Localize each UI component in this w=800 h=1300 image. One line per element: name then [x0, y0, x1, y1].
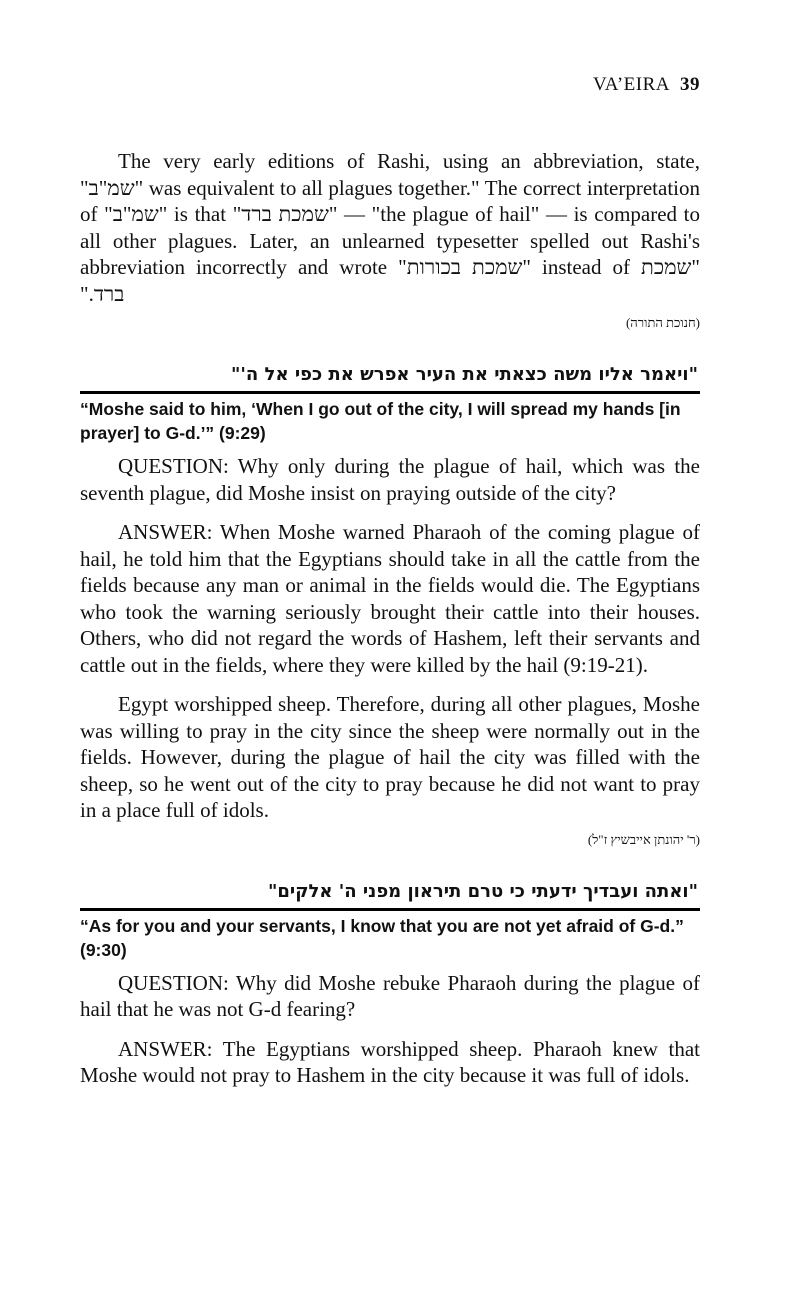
section-divider	[80, 391, 700, 394]
text-run: — "the plague of hail" — is compared to all other plagues. Later, an unlearned typesetter spelled out Rashi's abbreviation incorrectly and wrote	[80, 202, 701, 279]
question-paragraph: QUESTION: Why did Moshe rebuke Pharaoh during the plague of hail that he was not G-d fearing?	[80, 970, 700, 1021]
page-number: 39	[680, 74, 700, 95]
question-paragraph: QUESTION: Why only during the plague of hail, which was the seventh plague, did Moshe insist on praying outside of the city?	[80, 454, 700, 505]
text-run: is that	[167, 202, 233, 226]
text-run: was equivalent to all plagues together." The correct interpretation of	[80, 175, 700, 226]
text-run: instead of	[530, 255, 642, 279]
hebrew-phrase: "שמכת ברד"	[232, 202, 338, 226]
source-citation: (חנוכת התורה)	[625, 315, 700, 330]
text-run: The very early editions of Rashi, using an abbreviation, state,	[118, 149, 700, 173]
english-verse-heading: “Moshe said to him, ‘When I go out of the city, I will spread my hands [in prayer] to G-d.’” (9:29)	[80, 399, 681, 443]
english-verse-heading: “As for you and your servants, I know that you are not yet afraid of G-d.” (9:30)	[80, 915, 684, 960]
hebrew-verse-heading: "ואתה ועבדיך ידעתי כי טרם תיראון מפני ה' אלקים"	[268, 880, 698, 902]
body-paragraph: Egypt worshipped sheep. Therefore, during all other plagues, Moshe was willing to pray in the city since the sheep were normally out in the fields. However, during the plague of hail the city was filled with the sheep, so he went out of the city to pray because he did not want to pray in a place full of idols.	[80, 692, 700, 822]
hebrew-phrase: "שמ"ב"	[80, 175, 144, 200]
hebrew-phrase: "שמ"ב"	[104, 202, 168, 226]
running-head	[593, 74, 700, 96]
chapter-title: VA’EIRA	[592, 74, 670, 95]
intro-paragraph	[80, 148, 700, 307]
answer-paragraph: ANSWER: When Moshe warned Pharaoh of the coming plague of hail, he told him that the Egyptians should take in all the cattle from the fields because any man or animal in the fields would die. The Egyptians who took the warning seriously brought their cattle into their houses. Others, who did not regard the words of Hashem, left their servants and cattle out in the fields, where they were killed by the hail (9:19-21).	[80, 520, 700, 677]
hebrew-verse-heading: "ויאמר אליו משה כצאתי את העיר אפרש את כפי אל ה'"	[231, 364, 698, 385]
source-citation: (ר' יהונתן אייבשיץ ז"ל)	[587, 831, 700, 847]
page-body	[80, 148, 700, 1089]
answer-paragraph: ANSWER: The Egyptians worshipped sheep. Pharaoh knew that Moshe would not pray to Hashem in the city because it was full of idols.	[80, 1036, 700, 1087]
hebrew-phrase: "שמכת בכורות"	[398, 255, 531, 279]
hebrew-phrase: "שמכת ברד."	[80, 255, 700, 306]
section-divider	[80, 908, 700, 911]
